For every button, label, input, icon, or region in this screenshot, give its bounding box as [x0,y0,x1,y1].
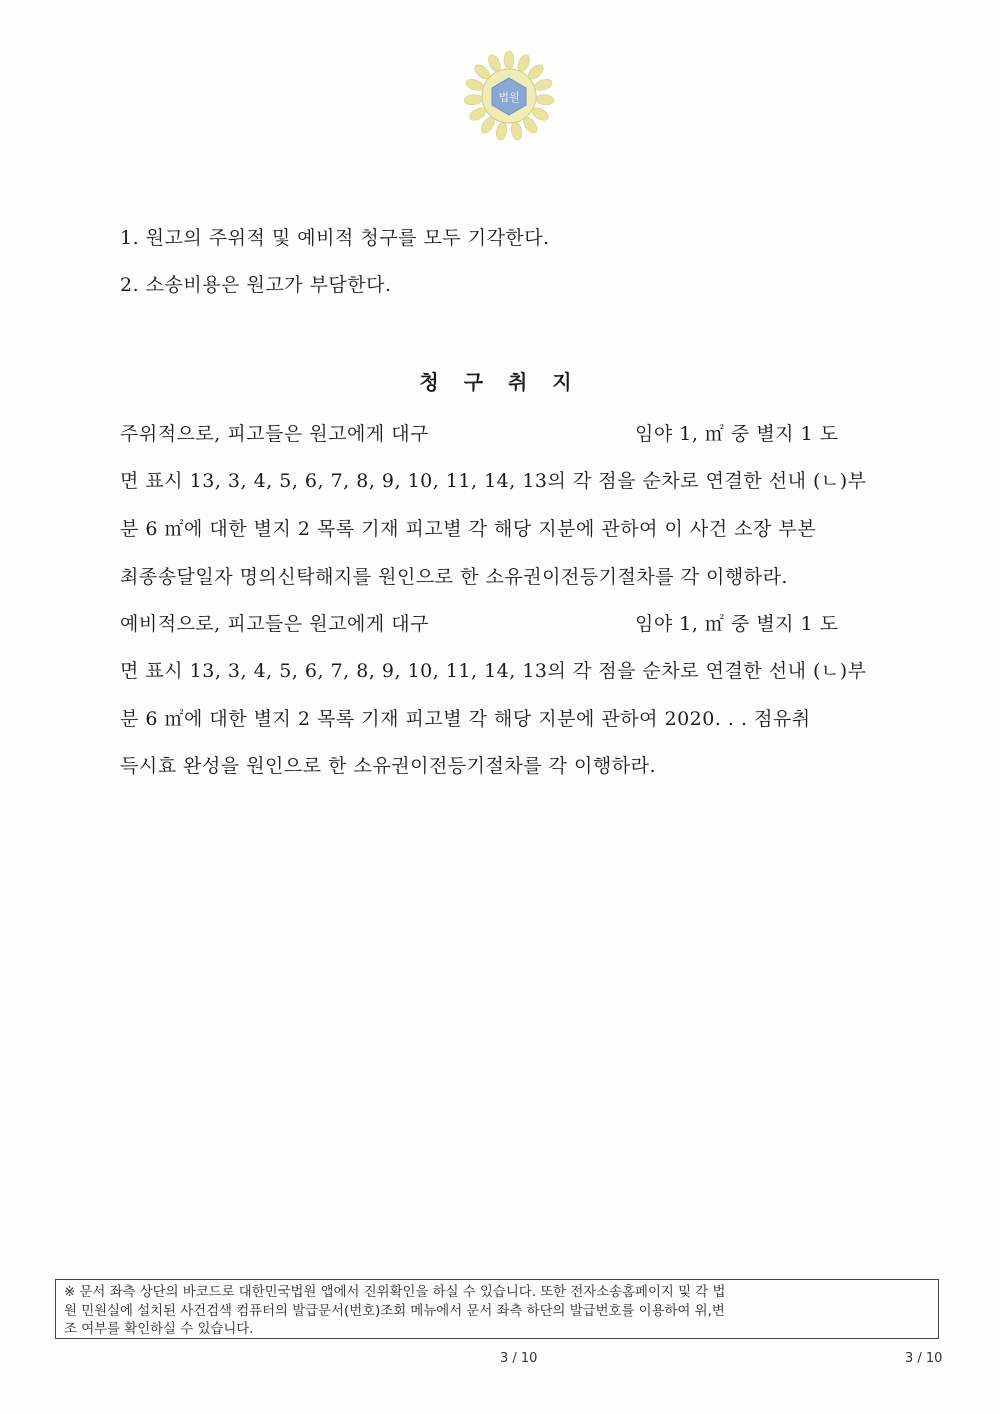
seal-text: 법원 [498,91,520,104]
primary-claim-line-3: 분 6 ㎡에 대한 별지 2 목록 기재 피고별 각 해당 지분에 관하여 이 사건 소장 부본 [120,518,817,540]
primary-claim-line-2: 면 표시 13, 3, 4, 5, 6, 7, 8, 9, 10, 11, 14, 13의 각 점을 순차로 연결한 선내 (ㄴ)부 [120,470,867,492]
page-number-right: 3 / 10 [905,1351,943,1366]
court-seal-emblem [463,50,555,142]
page-number-center: 3 / 10 [500,1351,538,1366]
secondary-claim-line-1-start: 예비적으로, 피고들은 원고에게 대구 [120,613,429,635]
primary-claim-line-4: 최종송달일자 명의신탁해지를 원인으로 한 소유권이전등기절차를 각 이행하라. [120,566,788,588]
primary-claim-line-1-start: 주위적으로, 피고들은 원고에게 대구 [120,423,429,445]
primary-claim-line-1 [120,419,839,446]
secondary-claim-line-4: 득시효 완성을 원인으로 한 소유권이전등기절차를 각 이행하라. [120,755,656,777]
claim-heading: 청 구 취 지 [419,370,581,394]
primary-claim-line-1-end: 임야 1, ㎡ 중 별지 1 도 [634,423,839,445]
verification-notice-line-3: 조 여부를 확인하실 수 있습니다. [64,1322,254,1337]
verification-notice-box [55,1279,939,1339]
secondary-claim-line-1-end: 임야 1, ㎡ 중 별지 1 도 [634,613,839,635]
secondary-claim-line-3: 분 6 ㎡에 대한 별지 2 목록 기재 피고별 각 해당 지분에 관하여 2020. . . 점유취 [120,708,811,730]
verification-notice-line-1: ※ 문서 좌측 상단의 바코드로 대한민국법원 앱에서 진위확인을 하실 수 있습니다. 또한 전자소송홈페이지 및 각 법 [64,1285,726,1300]
secondary-claim-line-2: 면 표시 13, 3, 4, 5, 6, 7, 8, 9, 10, 11, 14, 13의 각 점을 순차로 연결한 선내 (ㄴ)부 [120,660,867,682]
secondary-claim-line-1 [120,609,839,636]
judgment-item-2: 2. 소송비용은 원고가 부담한다. [120,274,392,296]
verification-notice-line-2: 원 민원실에 설치된 사건검색 컴퓨터의 발급문서(번호)조회 메뉴에서 문서 좌측 하단의 발급번호를 이용하여 위,변 [64,1303,725,1319]
judgment-item-1: 1. 원고의 주위적 및 예비적 청구를 모두 기각한다. [120,227,550,249]
